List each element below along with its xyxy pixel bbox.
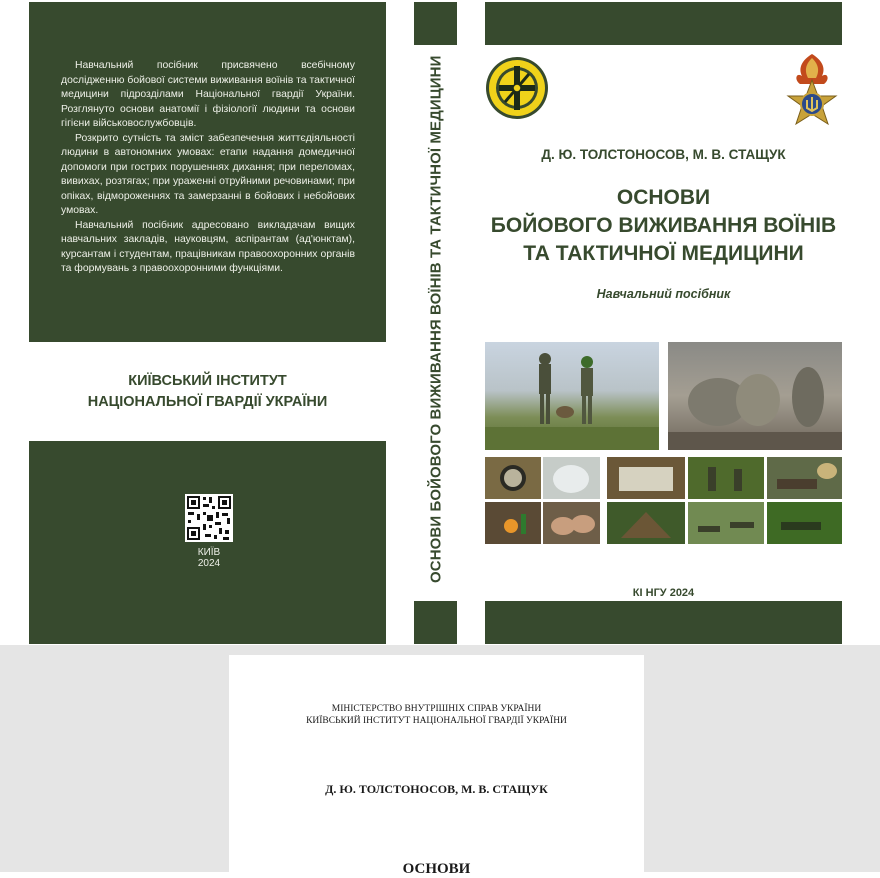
qr-code <box>185 494 233 542</box>
back-cover-abstract <box>61 59 355 277</box>
photo-map-planning <box>607 457 685 499</box>
photo-compass <box>485 457 541 499</box>
abstract-paragraph-1: Навчальний посібник присвячено всебічному дослідженню бойової системи виживання воїнів та тактичної медицини підрозділами Національної гвардії України. Розглянуто основи анатомії і фізіології людини та основи гігієни військовослужбовців. <box>61 60 355 129</box>
title-page-authors: Д. Ю. ТОЛСТОНОСОВ, М. В. СТАЩУК <box>325 782 548 796</box>
spine-bottom-block <box>414 601 457 644</box>
ministry-line-1: МІНІСТЕРСТВО ВНУТРІШНІХ СПРАВ УКРАЇНИ <box>331 704 542 714</box>
institute-name <box>29 371 386 413</box>
title-line-2: БОЙОВОГО ВИЖИВАННЯ ВОЇНІВ <box>490 214 837 237</box>
front-cover-title <box>485 184 842 268</box>
front-cover-top-band <box>485 2 842 45</box>
spine-top-block <box>414 2 457 45</box>
photo-fire-starting <box>485 502 541 544</box>
photo-soldiers-with-dog <box>485 342 659 450</box>
imprint-year: 2024 <box>197 558 221 569</box>
tactical-medicine-emblem-icon <box>485 56 549 120</box>
photo-soldiers-combat-care <box>668 342 842 450</box>
institute-name-line1: КИЇВСЬКИЙ ІНСТИТУТ <box>128 373 287 389</box>
back-cover-imprint <box>185 547 233 569</box>
photo-forest-squad <box>688 457 764 499</box>
front-cover-authors: Д. Ю. ТОЛСТОНОСОВ, М. В. СТАЩУК <box>541 147 786 162</box>
photo-hands-sparking <box>543 502 600 544</box>
front-cover-subtitle: Навчальний посібник <box>596 287 731 301</box>
spine-title: ОСНОВИ БОЙОВОГО ВИЖИВАННЯ ВОЇНІВ ТА ТАКТИЧНОЇ МЕДИЦИНИ <box>427 55 445 583</box>
photo-shelter-building <box>607 502 685 544</box>
imprint-city: КИЇВ <box>197 547 221 558</box>
front-cover-bottom-band <box>485 601 842 644</box>
title-line-1: ОСНОВИ <box>616 186 711 209</box>
abstract-paragraph-2: Розкрито сутність та зміст забезпечення життєдіяльності людини в автономних умовах: етапи надання домедичної допомоги при гострих порушеннях дихання; при переломах, вивихах, розтягах; при ураженні отруйними речовинами; при опіках, відмороженнях та замерзанні в бойових і небойових умовах. <box>61 132 355 216</box>
institute-name-line2: НАЦІОНАЛЬНОЇ ГВАРДІЇ УКРАЇНИ <box>87 394 328 410</box>
title-page-ministry <box>229 703 644 727</box>
photo-crawling-soldiers <box>688 502 764 544</box>
abstract-paragraph-3: Навчальний посібник адресовано викладачам вищих навчальних закладів, науковцям, аспірантам (ад'юнктам), курсантам і студентам, працівникам правоохоронних органів та формувань з правоохоронними функціями. <box>61 219 355 274</box>
title-page <box>229 655 644 872</box>
title-page-title: ОСНОВИ <box>402 861 471 877</box>
title-line-3: ТА ТАКТИЧНОЇ МЕДИЦИНИ <box>523 242 804 265</box>
front-cover-publisher: КІ НГУ 2024 <box>632 587 695 599</box>
photo-low-crawl <box>767 502 842 544</box>
national-guard-emblem-icon <box>782 52 842 136</box>
ministry-line-2: КИЇВСЬКИЙ ІНСТИТУТ НАЦІОНАЛЬНОЇ ГВАРДІЇ УКРАЇНИ <box>306 716 567 726</box>
back-cover-bottom-panel <box>29 441 386 644</box>
photo-evacuation-drag <box>767 457 842 499</box>
photo-water-bag <box>543 457 600 499</box>
